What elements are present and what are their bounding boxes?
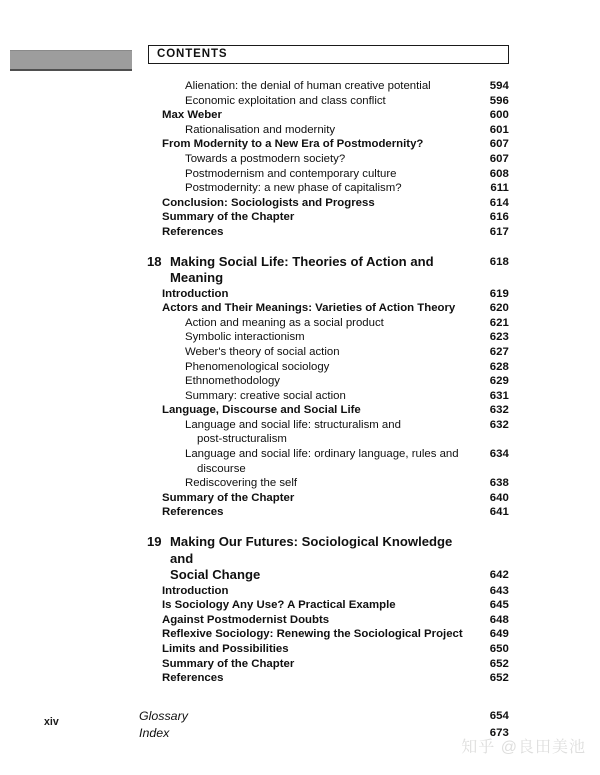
toc-entry-page-number: 607 (489, 152, 509, 165)
toc-entry-page-number: 640 (489, 491, 509, 504)
toc-entry[interactable] (147, 418, 509, 447)
toc-entry-label: Symbolic interactionism (185, 331, 305, 344)
toc-chapter-title-continued: Social Change (170, 567, 261, 583)
toc-entry-label: Introduction (162, 287, 229, 300)
toc-chapter-page-number: 618 (489, 255, 509, 268)
toc-entry-page-number: 628 (489, 360, 509, 373)
toc-chapter-title: Making Our Futures: Sociological Knowledge and Social Change (170, 534, 475, 584)
toc-back-matter-page-number: 654 (489, 709, 509, 722)
watermark: 知乎 @良田美池 (461, 739, 586, 756)
toc-entry-label: Actors and Their Meanings: Varieties of Action Theory (162, 302, 456, 315)
toc-entry-page-number: 608 (489, 167, 509, 180)
toc-entry[interactable] (147, 137, 509, 152)
toc-entry[interactable] (147, 301, 509, 316)
toc-entry-label: Rationalisation and modernity (185, 123, 336, 136)
toc-entry-page-number: 607 (489, 138, 509, 151)
toc-entry-page-number: 617 (489, 225, 509, 238)
toc-entry[interactable] (147, 374, 509, 389)
toc-entry-page-number: 641 (489, 506, 509, 519)
toc-entry-label: Ethnomethodology (185, 375, 280, 388)
toc-entry-label: Postmodernity: a new phase of capitalism? (185, 182, 402, 195)
toc-entry-page-number: 594 (489, 80, 509, 92)
toc-back-matter-entry[interactable] (139, 725, 509, 742)
toc-entry-label: Action and meaning as a social product (185, 316, 384, 329)
back-matter-spacer (147, 686, 509, 708)
toc-entry[interactable] (147, 476, 509, 491)
toc-back-matter-label: Glossary (139, 708, 188, 723)
toc-entry-page-number: 619 (489, 287, 509, 300)
toc-entry[interactable] (147, 345, 509, 360)
toc-entry[interactable] (147, 403, 509, 418)
toc-entry-page-number: 629 (489, 375, 509, 388)
toc-entry[interactable] (147, 316, 509, 331)
toc-entry-label: From Modernity to a New Era of Postmodernity? (162, 138, 424, 151)
toc-entry-label: References (162, 506, 224, 519)
toc-entry-page-number: 652 (489, 657, 509, 670)
toc-entry[interactable] (147, 671, 509, 686)
toc-entry[interactable] (147, 505, 509, 520)
toc-entry-label: Reflexive Sociology: Renewing the Sociological Project (162, 628, 463, 641)
toc-entry[interactable] (147, 181, 509, 196)
toc-chapter-label (147, 534, 475, 584)
toc-entry-label-continued: post-structuralism (197, 433, 287, 446)
toc-entry[interactable] (147, 627, 509, 642)
toc-chapter-page-number: 642 (489, 569, 509, 582)
toc-entry-page-number: 634 (489, 448, 509, 461)
toc-entry[interactable] (147, 152, 509, 167)
toc-entry-label: References (162, 225, 224, 238)
toc-entry-label: Postmodernism and contemporary culture (185, 167, 397, 180)
toc-entry-label: Economic exploitation and class conflict (185, 94, 386, 107)
toc-entry[interactable] (147, 491, 509, 506)
toc-entry[interactable] (147, 108, 509, 123)
toc-entry-page-number: 611 (490, 182, 509, 195)
toc-entry-label: Summary of the Chapter (162, 491, 295, 504)
toc-entry-page-number: 648 (489, 613, 509, 626)
toc-chapter-label (147, 254, 475, 287)
toc-entry[interactable] (147, 447, 509, 476)
toc-entry-label: Towards a postmodern society? (185, 152, 346, 165)
toc-entry[interactable] (147, 657, 509, 672)
toc-entry-page-number: 638 (489, 477, 509, 490)
toc-entry-label: Max Weber (162, 109, 222, 122)
running-head-box (148, 45, 509, 64)
toc-entry-label: Limits and Possibilities (162, 642, 289, 655)
page-edge-tab-marker (10, 50, 132, 71)
toc-entry[interactable] (147, 196, 509, 211)
toc-entry-page-number: 600 (489, 109, 509, 122)
toc-entry-page-number: 596 (489, 94, 509, 107)
toc-entry-label: Summary: creative social action (185, 389, 346, 402)
toc-entry-label: Rediscovering the self (185, 477, 298, 490)
toc-entry[interactable] (147, 642, 509, 657)
toc-entry-page-number: 616 (489, 211, 509, 224)
toc-entry-label: Weber's theory of social action (185, 345, 340, 358)
toc-entry[interactable] (147, 584, 509, 599)
toc-entry[interactable] (147, 389, 509, 404)
toc-entry-page-number: 632 (489, 418, 509, 431)
toc-entry-label: Against Postmodernist Doubts (162, 613, 330, 626)
toc-back-matter-label: Index (139, 725, 170, 740)
toc-entry[interactable] (147, 598, 509, 613)
toc-chapter-heading[interactable] (147, 254, 509, 287)
toc-entry-label: References (162, 672, 224, 685)
toc-entry-label: Summary of the Chapter (162, 657, 295, 670)
toc-entry-page-number: 614 (489, 196, 509, 209)
folio-page-number: xiv (44, 716, 59, 728)
toc-entry[interactable] (147, 330, 509, 345)
toc-entry[interactable] (147, 613, 509, 628)
toc-entry-page-number: 621 (489, 316, 509, 329)
toc-entry-page-number: 601 (489, 123, 509, 136)
toc-chapter-number: 19 (147, 534, 162, 550)
toc-chapter-heading[interactable] (147, 534, 509, 584)
toc-entry-label: Summary of the Chapter (162, 211, 295, 224)
toc-entry[interactable] (147, 210, 509, 225)
toc-entry-label: Language and social life: structuralism and post-structuralism (147, 418, 475, 447)
toc-entry[interactable] (147, 94, 509, 109)
toc-entry-page-number: 643 (489, 584, 509, 597)
toc-entry-page-number: 623 (489, 331, 509, 344)
toc-entry[interactable] (147, 287, 509, 302)
toc-entry[interactable] (147, 123, 509, 138)
toc-chapter-number: 18 (147, 253, 162, 269)
toc-back-matter-entry[interactable] (139, 708, 509, 725)
table-of-contents (139, 79, 509, 742)
toc-entry-page-number: 645 (489, 599, 509, 612)
toc-entry-page-number: 649 (489, 628, 509, 641)
toc-entry-label-continued: discourse (197, 462, 246, 475)
toc-entry-page-number: 627 (489, 345, 509, 358)
toc-entry-label: Language and social life: ordinary language, rules and discourse (147, 447, 475, 476)
page-title: CONTENTS (157, 48, 228, 60)
chapter-spacer (147, 520, 509, 534)
toc-entry-page-number: 632 (489, 404, 509, 417)
toc-entry-label: Phenomenological sociology (185, 360, 330, 373)
toc-entry[interactable] (147, 167, 509, 182)
toc-chapter-title: Making Social Life: Theories of Action and Meaning (170, 253, 438, 286)
toc-entry-page-number: 652 (489, 672, 509, 685)
toc-entry-label: Introduction (162, 584, 229, 597)
toc-entry-label: Is Sociology Any Use? A Practical Example (162, 599, 396, 612)
toc-entry-page-number: 631 (489, 389, 509, 402)
toc-entry-label: Conclusion: Sociologists and Progress (162, 196, 375, 209)
toc-entry-page-number: 620 (489, 302, 509, 315)
toc-entry[interactable] (147, 79, 509, 94)
toc-entry[interactable] (147, 360, 509, 375)
toc-entry-label: Language, Discourse and Social Life (162, 404, 361, 417)
chapter-spacer (147, 240, 509, 254)
toc-entry[interactable] (147, 225, 509, 240)
toc-entry-label: Alienation: the denial of human creative potential (185, 80, 431, 92)
toc-back-matter-page-number: 673 (489, 726, 509, 739)
toc-entry-page-number: 650 (489, 642, 509, 655)
